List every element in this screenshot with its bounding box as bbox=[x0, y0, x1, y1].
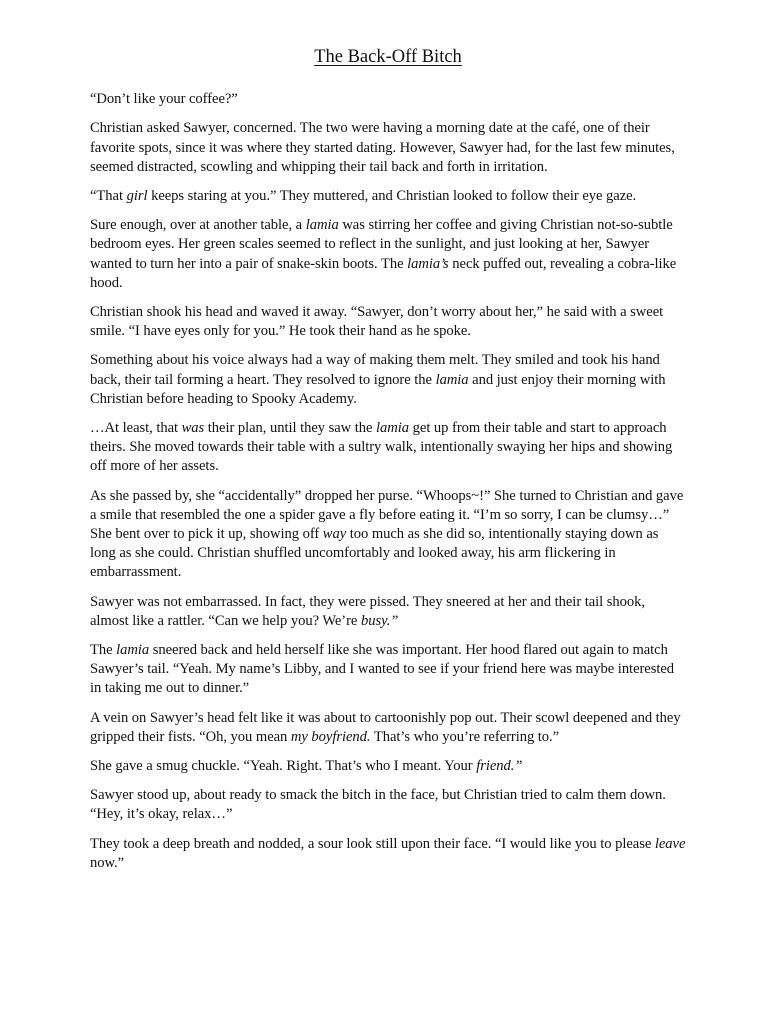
paragraph bbox=[90, 90, 686, 109]
text-run: sneered back and held herself like she was important. Her hood flared out again to match Sawyer’s tail. “Yeah. My name’s Libby, and I wanted to see if your friend here was maybe interested in taking me out to dinner.” bbox=[90, 642, 675, 697]
paragraph bbox=[90, 187, 686, 206]
text-run: Sawyer stood up, about ready to smack the bitch in the face, but Christian tried to calm them down. “Hey, it’s okay, relax…” bbox=[90, 787, 666, 823]
text-run: Something about his voice always had a way of making them melt. They smiled and took his hand back, their tail forming a heart. They resolved to ignore the bbox=[90, 352, 660, 388]
paragraph bbox=[90, 641, 686, 699]
text-run: their plan, until they saw the bbox=[204, 420, 377, 437]
italic-text-run: way bbox=[322, 526, 347, 543]
text-run: get up from their table and start to approach theirs. She moved towards their table with a sultry walk, intentionally swaying her hips and showing off more of her assets. bbox=[90, 420, 673, 475]
italic-text-run: lamia bbox=[376, 420, 410, 437]
text-run: Christian asked Sawyer, concerned. The two were having a morning date at the café, one of their favorite spots, since it was where they started dating. However, Sawyer had, for the last few minutes, seemed distracted, scowling and whipping their tail back and forth in irritation. bbox=[90, 120, 675, 175]
paragraph bbox=[90, 119, 686, 177]
text-run: Christian shook his head and waved it away. “Sawyer, don’t worry about her,” he said with a sweet smile. “I have eyes only for you.” He took their hand as he spoke. bbox=[90, 304, 664, 340]
document-body bbox=[90, 90, 686, 873]
text-run: …At least, that bbox=[90, 420, 182, 437]
paragraph bbox=[90, 351, 686, 409]
paragraph bbox=[90, 216, 686, 293]
italic-text-run: my boyfriend. bbox=[290, 728, 371, 745]
text-run: neck puffed out, revealing a cobra-like hood. bbox=[90, 255, 677, 291]
paragraph bbox=[90, 303, 686, 341]
text-run: They took a deep breath and nodded, a sour look still upon their face. “I would like you to please bbox=[90, 835, 655, 852]
text-run: She gave a smug chuckle. “Yeah. Right. That’s who I meant. Your bbox=[90, 758, 477, 775]
italic-text-run: friend.” bbox=[476, 758, 523, 775]
paragraph bbox=[90, 835, 686, 873]
text-run: As she passed by, she “accidentally” dropped her purse. “Whoops~!” She turned to Christian and gave a smile that resembled the one a spider gave a fly before eating it. “I’m so sorry, I can be clumsy…” She bent over to pick it up, showing off bbox=[90, 487, 684, 543]
italic-text-run: girl bbox=[126, 188, 148, 204]
italic-text-run: busy.” bbox=[360, 612, 399, 629]
text-run: now.” bbox=[90, 854, 125, 871]
text-run: was stirring her coffee and giving Christian not-so-subtle bedroom eyes. Her green scales seemed to reflect in the sunlight, and just looking at her, Sawyer wanted to turn her into a pair of snake-skin boots. The bbox=[90, 217, 673, 272]
italic-text-run: lamia bbox=[305, 217, 339, 234]
text-run: “That bbox=[90, 188, 127, 204]
text-run: Sawyer was not embarrassed. In fact, they were pissed. They sneered at her and their tail shook, almost like a rattler. “Can we help you? We’re bbox=[90, 593, 645, 629]
text-run: keeps staring at you.” They muttered, and Christian looked to follow their eye gaze. bbox=[147, 188, 637, 204]
document-title: The Back-Off Bitch bbox=[314, 47, 462, 67]
text-run: “Don’t like your coffee?” bbox=[90, 91, 238, 108]
text-run: The bbox=[90, 642, 117, 659]
text-run: That’s who you’re referring to.” bbox=[370, 728, 560, 745]
paragraph bbox=[90, 709, 686, 747]
text-run: and just enjoy their morning with Christian before heading to Spooky Academy. bbox=[90, 371, 666, 407]
text-run: Sure enough, over at another table, a bbox=[90, 217, 306, 234]
italic-text-run: lamia bbox=[435, 371, 469, 388]
paragraph bbox=[90, 419, 686, 477]
paragraph bbox=[90, 786, 686, 824]
italic-text-run: lamia’s bbox=[407, 255, 449, 272]
italic-text-run: leave bbox=[654, 835, 686, 852]
paragraph bbox=[90, 487, 686, 583]
paragraph bbox=[90, 593, 686, 631]
italic-text-run: was bbox=[181, 420, 205, 437]
paragraph bbox=[90, 757, 686, 776]
text-run: too much as she did so, intentionally staying down as long as she could. Christian shuffled uncomfortably and looked away, his arm flickering in embarrassment. bbox=[90, 526, 659, 581]
italic-text-run: lamia bbox=[116, 642, 150, 659]
text-run: A vein on Sawyer’s head felt like it was about to cartoonishly pop out. Their scowl deepened and they gripped their fists. “Oh, you mean bbox=[90, 709, 681, 745]
